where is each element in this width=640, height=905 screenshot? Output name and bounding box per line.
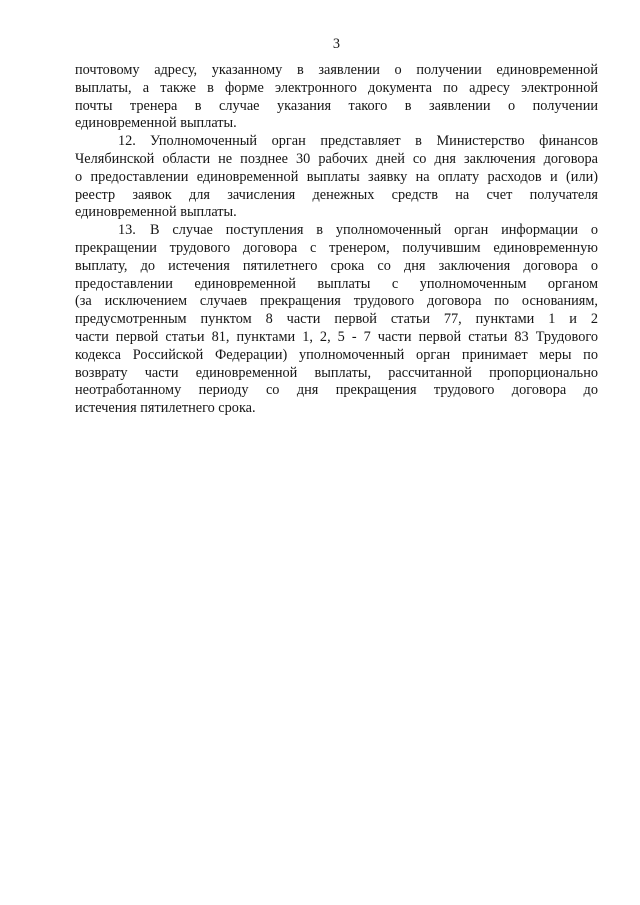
- text-line: кодекса Российской Федерации) уполномоченный орган принимает меры по: [75, 346, 598, 363]
- text-line: единовременной выплаты.: [75, 204, 237, 221]
- paragraph-first-line: [75, 133, 598, 151]
- text-line: Уполномоченный орган представляет в Министерство финансов: [150, 133, 598, 150]
- text-line: (за исключением случаев прекращения трудового договора по основаниям,: [75, 293, 598, 310]
- text-line: возврату части единовременной выплаты, рассчитанной пропорционально: [75, 364, 598, 381]
- page-number: 3: [332, 36, 341, 52]
- paragraph-continuation: [75, 62, 598, 133]
- paragraph-13: [75, 222, 598, 418]
- paragraph-12: [75, 133, 598, 222]
- text-line: почтовому адресу, указанному в заявлении о получении единовременной: [75, 62, 598, 78]
- text-line: выплаты, а также в форме электронного документа по адресу электронной: [75, 79, 598, 96]
- text-line: части первой статьи 81, пунктами 1, 2, 5 - 7 части первой статьи 83 Трудового: [75, 328, 598, 345]
- text-line: предусмотренным пунктом 8 части первой статьи 77, пунктами 1 и 2: [75, 311, 598, 328]
- text-line: истечения пятилетнего срока.: [75, 400, 256, 417]
- paragraph-number: 13.: [118, 222, 136, 239]
- text-line: почты тренера в случае указания такого в заявлении о получении: [75, 97, 598, 114]
- text-line: неотработанному периоду со дня прекращения трудового договора до: [75, 382, 598, 399]
- text-line: реестр заявок для зачисления денежных средств на счет получателя: [75, 186, 598, 203]
- text-line: В случае поступления в уполномоченный орган информации о: [150, 222, 598, 239]
- text-line: единовременной выплаты.: [75, 115, 237, 132]
- paragraph-number: 12.: [118, 133, 136, 150]
- text-line: о предоставлении единовременной выплаты заявку на оплату расходов и (или): [75, 168, 598, 185]
- text-line: прекращении трудового договора с тренером, получившим единовременную: [75, 239, 598, 256]
- text-line: выплату, до истечения пятилетнего срока со дня заключения договора о: [75, 257, 598, 274]
- text-line: Челябинской области не позднее 30 рабочих дней со дня заключения договора: [75, 150, 598, 167]
- text-line: предоставлении единовременной выплаты с уполномоченным органом: [75, 275, 598, 292]
- paragraph-first-line: [75, 222, 598, 240]
- document-body: [75, 62, 598, 418]
